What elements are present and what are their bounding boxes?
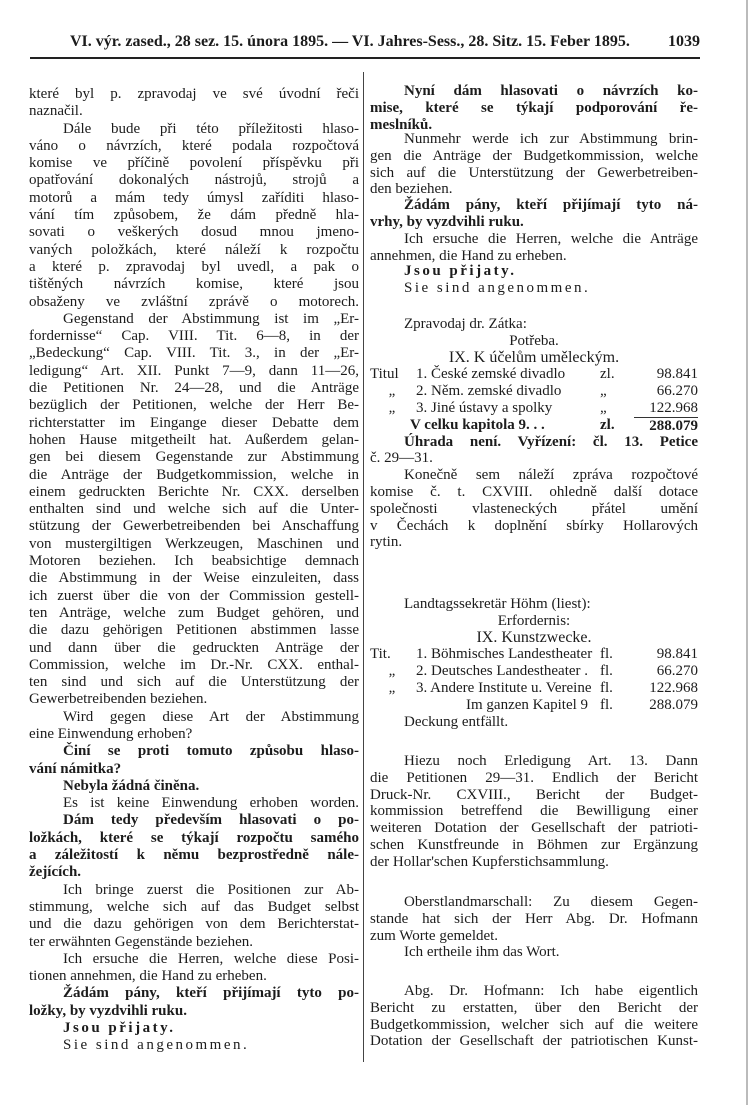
budget-unit: „ (600, 383, 607, 400)
budget-unit: zl. (600, 366, 615, 383)
text-line: Commission, welche im Dr.-Nr. CXX. enthal- (29, 656, 359, 673)
budget-amount: 98.841 (656, 366, 698, 383)
text-line: der Hollar'schen Kupferstichsammlung. (370, 853, 609, 870)
text-line: kommission betreffend die Bewilligung einer (370, 803, 698, 820)
text-line: die Anträge der Budgetkommission, welche in (29, 466, 359, 483)
budget-item: 1. Böhmisches Landestheater (416, 646, 593, 663)
text-line: schen Kunstfreunde in Böhmen zur Ergänzung (370, 836, 698, 853)
text-line: Nunmehr werde ich zur Abstimmung brin- (404, 131, 698, 147)
text-line: Budgetkommission, welcher sich auf die weitere (370, 1016, 698, 1033)
text-line: die Abstimmung in der Weise einzuleiten, dass (29, 570, 359, 587)
budget-row (370, 680, 698, 697)
text-line: und dann über die gedruckten Anträge der (29, 639, 359, 656)
cover-note: Deckung entfällt. (404, 713, 509, 730)
text-line: č. 29—31. (370, 450, 433, 467)
budget-prefix: „ (388, 663, 396, 680)
text-line: vaných položkách, které náleží k rozpočtu (29, 241, 359, 258)
text-line: Žádám pány, kteří přijímají tyto ná- (404, 197, 698, 213)
text-line: komise ve příčině povolení příspěvku při (29, 155, 359, 172)
budget-amount: 122.968 (649, 679, 698, 696)
text-line: ten Anträge, welche zum Budget gehören, und (29, 604, 359, 621)
budget-prefix: „ (388, 383, 396, 400)
text-line: motorů a mám tedy úmysl zaříditi hlaso- (29, 189, 359, 206)
text-line: vání tím způsobem, že dám předně hla- (29, 207, 359, 224)
text-line: a záležitostí k němu bezprostředně nále- (29, 847, 359, 864)
text-line: ledigung“ Art. XII. Punkt 7—9, dann 11—26, (29, 362, 359, 379)
budget-prefix: „ (388, 679, 396, 696)
text-line: und die dazu gehörigen von dem Berichterstat- (29, 916, 359, 933)
text-line: a které p. zpravodaj byl uvedl, a pak o (29, 258, 359, 275)
right-para-german-hands (370, 231, 698, 265)
text-line: ložkách, které se týkají rozpočtu samého (29, 829, 359, 846)
text-line: weiteren Dotation der Gesellschaft der patrioti- (370, 820, 698, 837)
left-column (29, 86, 359, 1055)
speaker-hoehm: Landtagssekretär Höhm (liest): (404, 596, 591, 612)
text-line: obsaženy ve zvláštní zprávě o motorech. (29, 293, 359, 310)
text-line: Nebyla žádná činěna. (63, 777, 200, 794)
text-line: meslníků. (370, 116, 433, 133)
page-number: 1039 (668, 33, 700, 50)
total-label-de: Im ganzen Kapitel 9 (466, 696, 589, 713)
text-line: stande hat sich der Herr Abg. Dr. Hofmann (370, 910, 698, 927)
total-amount: 288.079 (634, 417, 698, 434)
right-para-oberstlandmarschall (370, 894, 698, 961)
text-line: Abg. Dr. Hofmann: Ich habe eigentlich (404, 983, 698, 999)
text-line: Sie sind angenommen. (404, 279, 591, 296)
budget-prefix: Titul (370, 366, 399, 383)
text-line: Es ist keine Einwendung erhoben worden. (63, 795, 359, 812)
speaker-zatka: Zpravodaj dr. Zátka: (404, 316, 527, 332)
text-line: ložky, by vyzdvihli ruku. (29, 1002, 187, 1019)
text-line: Motoren beziehen. Ich beabsichtige demnach (29, 553, 359, 570)
text-line: Bericht zu erstatten, über den Bericht der (370, 999, 698, 1016)
budget-row (370, 400, 698, 417)
text-line: stützung der Gewerbetreibenden bei Anschaffung (29, 518, 359, 535)
column-divider (363, 72, 364, 1062)
budget-unit: fl. (600, 679, 613, 696)
budget-row (370, 663, 698, 680)
header-text: VI. výr. zased., 28 sez. 15. února 1895. — VI. Jahres-Sess., 28. Sitz. 15. Feber 1895. (70, 33, 630, 50)
budget-item: 3. Jiné ústavy a spolky (416, 399, 553, 416)
text-line: sich auf die Unterstützung der Gewerbetreiben- (370, 164, 698, 181)
text-line: hohen Hause mitgetheilt hat. Außerdem gelan- (29, 431, 359, 448)
text-line: které byl p. zpravodaj ve své úvodní řeči (29, 86, 359, 102)
text-line: von mustergiltigen Werkzeugen, Maschinen und (29, 535, 359, 552)
text-line: annehmen, die Hand zu erheben. (370, 247, 567, 264)
text-line: Hiezu noch Erledigung Art. 13. Dann (404, 753, 698, 769)
text-line: eine Einwendung erhoben? (29, 725, 193, 742)
text-line: vrhy, by vyzdvihli ruku. (370, 213, 524, 230)
text-line: richterstatter im Eingange dieser Debatte dem (29, 414, 359, 431)
budget-row (370, 646, 698, 663)
text-line: komise č. t. CXVIII. ohledně další dotace (370, 483, 698, 500)
text-line: ich zuerst über die von der Commission gestell- (29, 587, 359, 604)
text-line: vání námitka? (29, 760, 122, 777)
text-line: Ich ersuche die Herren, welche die Anträge (404, 231, 698, 247)
text-line: Dále bude při této příležitosti hlaso- (63, 120, 359, 137)
budget-row (370, 366, 698, 383)
running-header (70, 33, 700, 51)
text-line: stimmung, welche sich auf das Budget selbst (29, 898, 359, 915)
text-line: Ich ersuche die Herren, welche diese Posi- (63, 950, 359, 967)
budget-unit: „ (600, 399, 607, 416)
text-line: die dazu gehörigen Petitionen abstimmen lasse (29, 622, 359, 639)
budget-amount: 98.841 (656, 646, 698, 663)
text-line: Jsou přijaty. (404, 263, 517, 279)
right-para-result (370, 263, 698, 297)
text-line: zum Worte gemeldet. (370, 927, 499, 944)
text-line: žejících. (29, 864, 82, 881)
text-line: ten sind und sich auf die Unterstützung der (29, 674, 359, 691)
text-line: Sie sind angenommen. (63, 1037, 250, 1054)
text-line: Ich bringe zuerst die Positionen zur Ab- (63, 881, 359, 898)
text-line: einem gedruckten Berichte Nr. CXX. derselben (29, 483, 359, 500)
right-para-czech-hands (370, 197, 698, 231)
budget-amount: 66.270 (656, 663, 698, 680)
text-line: Úhrada není. Vyřízení: čl. 13. Petice (404, 433, 698, 450)
budget-amount: 122.968 (649, 399, 698, 416)
budget-heading-de: Erfordernis: (497, 612, 571, 629)
chapter-heading: IX. K účelům uměleckým. (448, 348, 620, 366)
budget-item: 2. Něm. zemské divadlo (416, 383, 562, 400)
text-line: Nyní dám hlasovati o návrzích ko- (404, 83, 698, 99)
text-line: gen bei diesem Gegenstande zur Abstimmung (29, 449, 359, 466)
text-line: v Čechách k doplnění sbírky Hollarových (370, 517, 698, 534)
total-unit: zl. (600, 416, 615, 433)
german-budget-section (370, 596, 698, 730)
text-line: váno o návrzích, které podala rozpočtová (29, 137, 359, 154)
text-line: Gewerbetreibenden beziehen. (29, 691, 208, 708)
budget-prefix: „ (388, 399, 396, 416)
text-line: Jsou přijaty. (63, 1020, 176, 1037)
right-para-czech-vote (370, 83, 698, 133)
budget-amount: 66.270 (656, 383, 698, 400)
text-line: mise, které se týkají podporování ře- (370, 99, 698, 116)
budget-unit: fl. (600, 646, 613, 663)
budget-total-row (370, 417, 698, 434)
text-line: Dám tedy především hlasovati o po- (63, 812, 359, 829)
text-line: Dotation der Gesellschaft der patriotischen Kunst- (370, 1033, 698, 1050)
text-line: společnosti vlasteneckých přátel umění (370, 500, 698, 517)
text-line: Žádám pány, kteří přijímají tyto po- (63, 985, 359, 1002)
text-line: Wird gegen diese Art der Abstimmung (63, 708, 359, 725)
text-line: Činí se proti tomuto způsobu hlaso- (63, 743, 359, 760)
text-line: opatřování dokonalých nástrojů, strojů a (29, 172, 359, 189)
text-line: ter erwähnten Gegenstände beziehen. (29, 933, 254, 950)
chapter-heading-de: IX. Kunstzwecke. (476, 628, 592, 646)
text-line: Ich ertheile ihm das Wort. (404, 944, 560, 961)
text-line: fordernisse“ Cap. VIII. Tit. 6—8, in der (29, 328, 359, 345)
budget-heading: Potřeba. (509, 332, 559, 349)
budget-item: 1. České zemské divadlo (416, 366, 566, 383)
budget-item: 3. Andere Institute u. Vereine (416, 679, 592, 696)
right-para-german-vote (370, 131, 698, 198)
text-line: Druck-Nr. CXVIII., Bericht der Budget- (370, 786, 698, 803)
text-line: bezüglich der Petitionen, welche der Herr Be- (29, 397, 359, 414)
text-line: tionen annehmen, die Hand zu erheben. (29, 968, 267, 985)
total-label: V celku kapitola 9. . . (410, 416, 545, 433)
text-line: naznačil. (29, 103, 83, 120)
text-line: Gegenstand der Abstimmung ist im „Er- (63, 310, 359, 327)
page-edge (746, 0, 748, 1105)
budget-row (370, 383, 698, 400)
text-line: rytin. (370, 534, 403, 551)
right-para-petitions (370, 753, 698, 871)
text-line: Konečně sem náleží zpráva rozpočtové (404, 467, 698, 484)
text-line: enthalten sind und welche sich auf die Unter- (29, 501, 359, 518)
text-line: Oberstlandmarschall: Zu diesem Gegen- (404, 894, 698, 910)
text-line: „Bedeckung“ Cap. VIII. Tit. 3., in der „Er- (29, 345, 359, 362)
budget-total-row-de (370, 697, 698, 714)
budget-item: 2. Deutsches Landestheater . (416, 663, 589, 680)
text-line: gen die Anträge der Budgetkommission, welche (370, 147, 698, 164)
budget-prefix: Tit. (370, 646, 391, 663)
text-line: den beziehen. (370, 181, 453, 198)
text-line: die Petitionen 29—31. Endlich der Bericht (370, 769, 698, 786)
text-line: sovati o veškerých dosud mnou jmeno- (29, 224, 359, 241)
text-line: tištěných návrzích komise, které jsou (29, 276, 359, 293)
header-rule (30, 57, 700, 59)
budget-unit: fl. (600, 663, 613, 680)
right-para-hofmann (370, 983, 698, 1050)
total-amount-de: 288.079 (649, 696, 698, 713)
total-unit-de: fl. (600, 696, 613, 713)
czech-budget-section (370, 316, 698, 551)
text-line: die Petitionen Nr. 24—28, und die Anträge (29, 380, 359, 397)
